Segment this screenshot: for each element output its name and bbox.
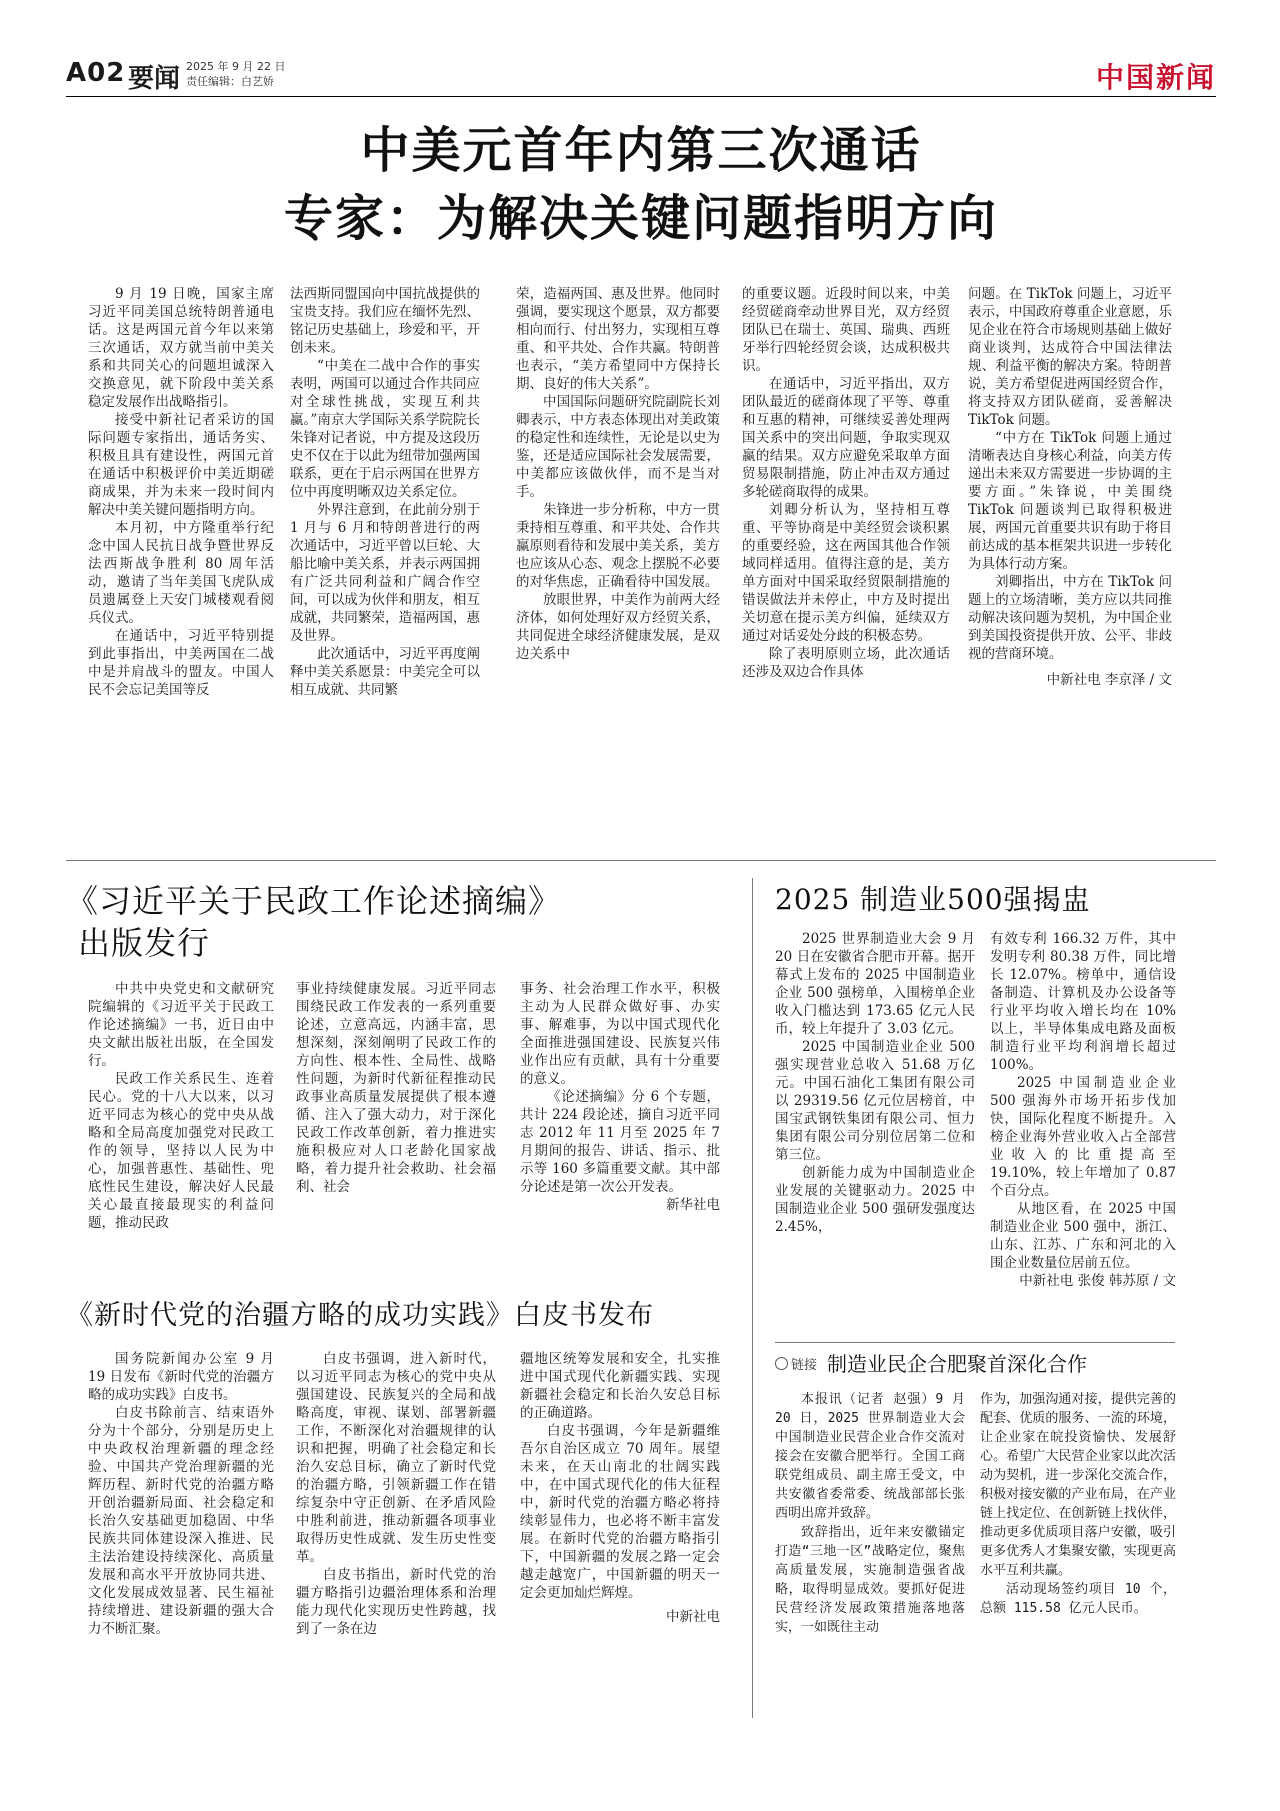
lead-column-1 xyxy=(88,285,274,699)
paragraph: 刘卿分析认为，坚持相互尊重、平等协商是中美经贸会谈积累的重要经验，这在两国其他合作领域同样适用。值得注意的是，美方单方面对中国采取经贸限制措施的错误做法并未停止，中方及时提出关切意在提示美方纠偏，延续双方通过对话妥处分歧的积极态势。 xyxy=(742,502,950,644)
paragraph: 荣，造福两国、惠及世界。他同时强调，要实现这个愿景，双方都要相向而行、付出努力，实现相互尊重、和平共处、合作共赢。特朗普也表示，“美方希望同中方保持长期、良好的伟大关系”。 xyxy=(516,286,720,392)
book-column-3 xyxy=(520,980,720,1214)
paragraph: 活动现场签约项目 10 个，总额 115.58 亿元人民币。 xyxy=(980,1582,1176,1616)
editor-credit: 责任编辑：白艺娇 xyxy=(186,75,274,88)
paragraph: 的重要议题。近段时间以来，中美经贸磋商牵动世界目光，双方经贸团队已在瑞士、英国、瑞典、西班牙举行四轮经贸会谈，达成积极共识。 xyxy=(742,286,950,374)
paragraph: 白皮书强调，今年是新疆维吾尔自治区成立 70 周年。展望未来，在天山南北的壮阔实践中，在中国式现代化的伟大征程中，新时代党的治疆方略必将持续彰显伟力，也必将不断丰富发展。在新时代党的治疆方略指引下，中国新疆的发展之路一定会越走越宽广，中国新疆的明天一定会更加灿烂辉煌。 xyxy=(520,1423,720,1601)
paragraph: 有效专利 166.32 万件，其中发明专利 80.38 万件，同比增长 12.07%。榜单中，通信设备制造、计算机及办公设备等行业平均收入增长均在 10% 以上，半导体集成电路及面板制造行业平均利润增长超过 100%。 xyxy=(990,931,1176,1073)
paragraph: 从地区看，在 2025 中国制造业企业 500 强中，浙江、山东、江苏、广东和河北的入围企业数量位居前五位。 xyxy=(990,1201,1176,1271)
paragraph: 致辞指出，近年来安徽锚定打造“三地一区”战略定位，聚焦高质量发展，实施制造强省战略，取得明显成效。要抓好促进民营经济发展政策措施落地落实，一如既往主动 xyxy=(775,1525,965,1635)
paragraph: 问题。在 TikTok 问题上，习近平表示，中国政府尊重企业意愿，乐见企业在符合市场规则基础上做好商业谈判，达成符合中国法律法规、利益平衡的解决方案。特朗普说，美方希望促进两国经贸合作，将支持双方团队磋商，妥善解决 TikTok 问题。 xyxy=(968,286,1172,428)
sidebar-title: 制造业民企合肥聚首深化合作 xyxy=(827,1352,1088,1376)
paragraph: 2025 中国制造业企业 500 强海外市场开拓步伐加快，国际化程度不断提升。入榜企业海外营业收入占全部营业收入的比重提高至 19.10%，较上年增加了 0.87 个百分点。 xyxy=(990,1075,1176,1199)
paragraph: 民政工作关系民生、连着民心。党的十八大以来，以习近平同志为核心的党中央从战略和全局高度加强党对民政工作的领导，坚持以人民为中心，加强普惠性、基础性、兜底性民生建设，解决好人民最关心最直接最现实的利益问题，推动民政 xyxy=(88,1071,274,1231)
paragraph: 在通话中，习近平指出，双方团队最近的磋商体现了平等、尊重和互惠的精神，可继续妥善处理两国关系中的突出问题，争取实现双赢的结果。双方应避免采取单方面贸易限制措施，防止冲击双方通过多轮磋商取得的成果。 xyxy=(742,376,950,500)
manufacturing-byline: 中新社电 张俊 韩苏原 / 文 xyxy=(1019,1273,1176,1289)
paragraph: 事业持续健康发展。习近平同志围绕民政工作发表的一系列重要论述，立意高远，内涵丰富，思想深刻，深刻阐明了民政工作的方向性、根本性、全局性、战略性问题，为新时代新征程推动民政事业高质量发展提供了根本遵循、注入了强大动力，对于深化民政工作改革创新，着力推进实施积极应对人口老龄化国家战略，着力提升社会救助、社会福利、社会 xyxy=(296,981,496,1195)
paragraph: 法西斯同盟国向中国抗战提供的宝贵支持。我们应在缅怀先烈、铭记历史基础上，珍爱和平，开创未来。 xyxy=(290,286,480,356)
book-headline-line2: 出版发行 xyxy=(78,924,211,962)
paragraph: 2025 中国制造业企业 500 强实现营业总收入 51.68 万亿元。中国石油化工集团有限公司以 29319.56 亿元位居榜首，中国宝武钢铁集团有限公司、恒力集团有限公司分别位居第二位和第三位。 xyxy=(775,1039,975,1163)
paragraph: 在通话中，习近平特别提到此事指出，中美两国在二战中是并肩战斗的盟友。中国人民不会忘记美国等反 xyxy=(88,628,274,698)
paragraph: 此次通话中，习近平再度阐释中美关系愿景：中美完全可以相互成就、共同繁 xyxy=(290,646,480,698)
paragraph: 朱锋进一步分析称，中方一贯秉持相互尊重、和平共处、合作共赢原则看待和发展中美关系，美方也应该从心态、观念上摆脱不必要的对华焦虑，正确看待中国发展。 xyxy=(516,502,720,590)
paragraph: 作为，加强沟通对接，提供完善的配套、优质的服务、一流的环境，让企业家在皖投资愉快、发展舒心。希望广大民营企业家以此次活动为契机，进一步深化交流合作，积极对接安徽的产业布局，在产业链上找定位、在创新链上找伙伴，推动更多优质项目落户安徽，吸引更多优秀人才集聚安徽，实现更高水平互利共赢。 xyxy=(980,1392,1176,1578)
link-tag-icon xyxy=(775,1357,788,1370)
paragraph: 中共中央党史和文献研究院编辑的《习近平关于民政工作论述摘编》一书，近日由中央文献出版社出版，在全国发行。 xyxy=(88,981,274,1069)
sidebar-headline xyxy=(775,1350,1215,1380)
whitepaper-byline: 中新社电 xyxy=(666,1609,720,1625)
whitepaper-headline: 《新时代党的治疆方略的成功实践》白皮书发布 xyxy=(66,1300,654,1331)
paragraph: 《论述摘编》分 6 个专题，共计 224 段论述，摘自习近平同志 2012 年 11 月至 2025 年 7 月期间的报告、讲话、指示、批示等 160 多篇重要文献。其中部分论述是第一次公开发表。 xyxy=(520,1089,720,1195)
link-tag-label: 链接 xyxy=(791,1357,818,1373)
paragraph: 创新能力成为中国制造业企业发展的关键驱动力。2025 中国制造业企业 500 强研发强度达 2.45%， xyxy=(775,1165,975,1235)
sidebar-divider xyxy=(775,1342,1175,1343)
paragraph: 放眼世界，中美作为前两大经济体，如何处理好双方经贸关系，共同促进全球经济健康发展，是双边关系中 xyxy=(516,592,720,662)
paragraph: 白皮书强调，进入新时代，以习近平同志为核心的党中央从强国建设、民族复兴的全局和战略高度，审视、谋划、部署新疆工作，不断深化对治疆规律的认识和把握，明确了社会稳定和长治久安总目标，确立了新时代党的治疆方略，引领新疆工作在错综复杂中守正创新、在矛盾风险中胜利前进，推动新疆各项事业取得历史性成就、发生历史性变革。 xyxy=(296,1351,496,1565)
manufacturing-column-1 xyxy=(775,930,975,1236)
page-number: A02 xyxy=(66,58,126,88)
manufacturing-column-2 xyxy=(990,930,1176,1290)
section-divider xyxy=(66,860,1216,861)
lead-byline: 中新社电 李京泽 / 文 xyxy=(1046,672,1172,688)
book-headline-line1: 《习近平关于民政工作论述摘编》 xyxy=(66,882,562,920)
issue-date: 2025 年 9 月 22 日 xyxy=(186,60,286,73)
newspaper-logo: 中国新闻 xyxy=(1095,61,1216,94)
whitepaper-column-2 xyxy=(296,1350,496,1638)
lead-column-3 xyxy=(516,285,720,663)
paragraph: 白皮书除前言、结束语外分为十个部分，分别是历史上中央政权治理新疆的理念经验、中国共产党治理新疆的光辉历程、新时代党的治疆方略开创治疆新局面、社会稳定和长治久安基础更加稳固、中华民族共同体建设深入推进、民主法治建设持续深化、高质量发展和高水平开放协同共进、文化发展成效显著、民生福祉持续增进、建设新疆的强大合力不断汇聚。 xyxy=(88,1405,274,1637)
section-name: 要闻 xyxy=(128,64,181,94)
sidebar-column-2 xyxy=(980,1390,1176,1618)
sidebar-column-1 xyxy=(775,1390,965,1637)
paragraph: “中方在 TikTok 问题上通过清晰表达自身核心利益，向美方传递出未来双方需要进一步协调的主要方面。”朱锋说，中美围绕 TikTok 问题谈判已取得积极进展，两国元首重要共识有助于将目前达成的基本框架共识进一步转化为具体行动方案。 xyxy=(968,430,1172,572)
column-divider xyxy=(752,878,753,1718)
paragraph: 疆地区统筹发展和安全，扎实推进中国式现代化新疆实践、实现新疆社会稳定和长治久安总目标的正确道路。 xyxy=(520,1351,720,1421)
book-column-1 xyxy=(88,980,274,1232)
paragraph: 除了表明原则立场，此次通话还涉及双边合作具体 xyxy=(742,646,950,680)
paragraph: “中美在二战中合作的事实表明，两国可以通过合作共同应对全球性挑战，实现互利共赢。”南京大学国际关系学院院长朱锋对记者说，中方提及这段历史不仅在于以此为纽带加强两国联系，更在于启示两国在世界方位中再度明晰双边关系定位。 xyxy=(290,358,480,500)
masthead-rule xyxy=(66,96,1216,97)
whitepaper-column-3 xyxy=(520,1350,720,1626)
paragraph: 刘卿指出，中方在 TikTok 问题上的立场清晰，美方应以共同推动解决该问题为契机，为中国企业到美国投资提供开放、公平、非歧视的营商环境。 xyxy=(968,574,1172,662)
book-column-2 xyxy=(296,980,496,1196)
lead-headline-line2: 专家：为解决关键问题指明方向 xyxy=(283,189,998,247)
paragraph: 本报讯（记者 赵强）9 月 20 日，2025 世界制造业大会中国制造业民营企业合作交流对接会在安徽合肥举行。全国工商联党组成员、副主席王受文，中共安徽省委常委、统战部部长张西明出席并致辞。 xyxy=(775,1392,965,1521)
book-byline: 新华社电 xyxy=(666,1197,720,1213)
paragraph: 2025 世界制造业大会 9 月 20 日在安徽省合肥市开幕。据开幕式上发布的 2025 中国制造业企业 500 强榜单，入围榜单企业收入门槛达到 173.65 亿元人民币，较上年提升了 3.03 亿元。 xyxy=(775,931,975,1037)
lead-headline-line1: 中美元首年内第三次通话 xyxy=(360,121,922,179)
lead-column-2 xyxy=(290,285,480,699)
masthead xyxy=(66,58,1216,94)
paragraph: 接受中新社记者采访的国际问题专家指出，通话务实、积极且具有建设性，两国元首在通话中积极评价中美近期磋商成果，并为未来一段时间内解决中美关键问题指明方向。 xyxy=(88,412,274,518)
book-headline xyxy=(66,880,706,964)
manufacturing-headline: 2025 制造业500强揭盅 xyxy=(775,883,1091,916)
link-tag xyxy=(775,1352,817,1380)
paragraph: 中国国际问题研究院副院长刘卿表示，中方表态体现出对美政策的稳定性和连续性，无论是以史为鉴，还是适应国际社会发展需要，中美都应该做伙伴，而不是当对手。 xyxy=(516,394,720,500)
paragraph: 国务院新闻办公室 9 月 19 日发布《新时代党的治疆方略的成功实践》白皮书。 xyxy=(88,1351,274,1403)
whitepaper-column-1 xyxy=(88,1350,274,1638)
paragraph: 本月初，中方隆重举行纪念中国人民抗日战争暨世界反法西斯战争胜利 80 周年活动，邀请了当年美国飞虎队成员遗属登上天安门城楼观看阅兵仪式。 xyxy=(88,520,274,626)
paragraph: 外界注意到，在此前分别于 1 月与 6 月和特朗普进行的两次通话中，习近平曾以巨轮、大船比喻中美关系，并表示两国拥有广泛共同利益和广阔合作空间，可以成为伙伴和朋友，相互成就，共同繁荣，造福两国，惠及世界。 xyxy=(290,502,480,644)
paragraph: 白皮书指出，新时代党的治疆方略指引边疆治理体系和治理能力现代化实现历史性跨越，找到了一条在边 xyxy=(296,1567,496,1637)
paragraph: 9 月 19 日晚，国家主席习近平同美国总统特朗普通电话。这是两国元首今年以来第三次通话，双方就当前中美关系和共同关心的问题坦诚深入交换意见，就下阶段中美关系稳定发展作出战略指引。 xyxy=(88,286,274,410)
paragraph: 事务、社会治理工作水平，积极主动为人民群众做好事、办实事、解难事，为以中国式现代化全面推进强国建设、民族复兴伟业作出应有贡献，具有十分重要的意义。 xyxy=(520,981,720,1087)
lead-column-5 xyxy=(968,285,1172,689)
lead-column-4 xyxy=(742,285,950,681)
